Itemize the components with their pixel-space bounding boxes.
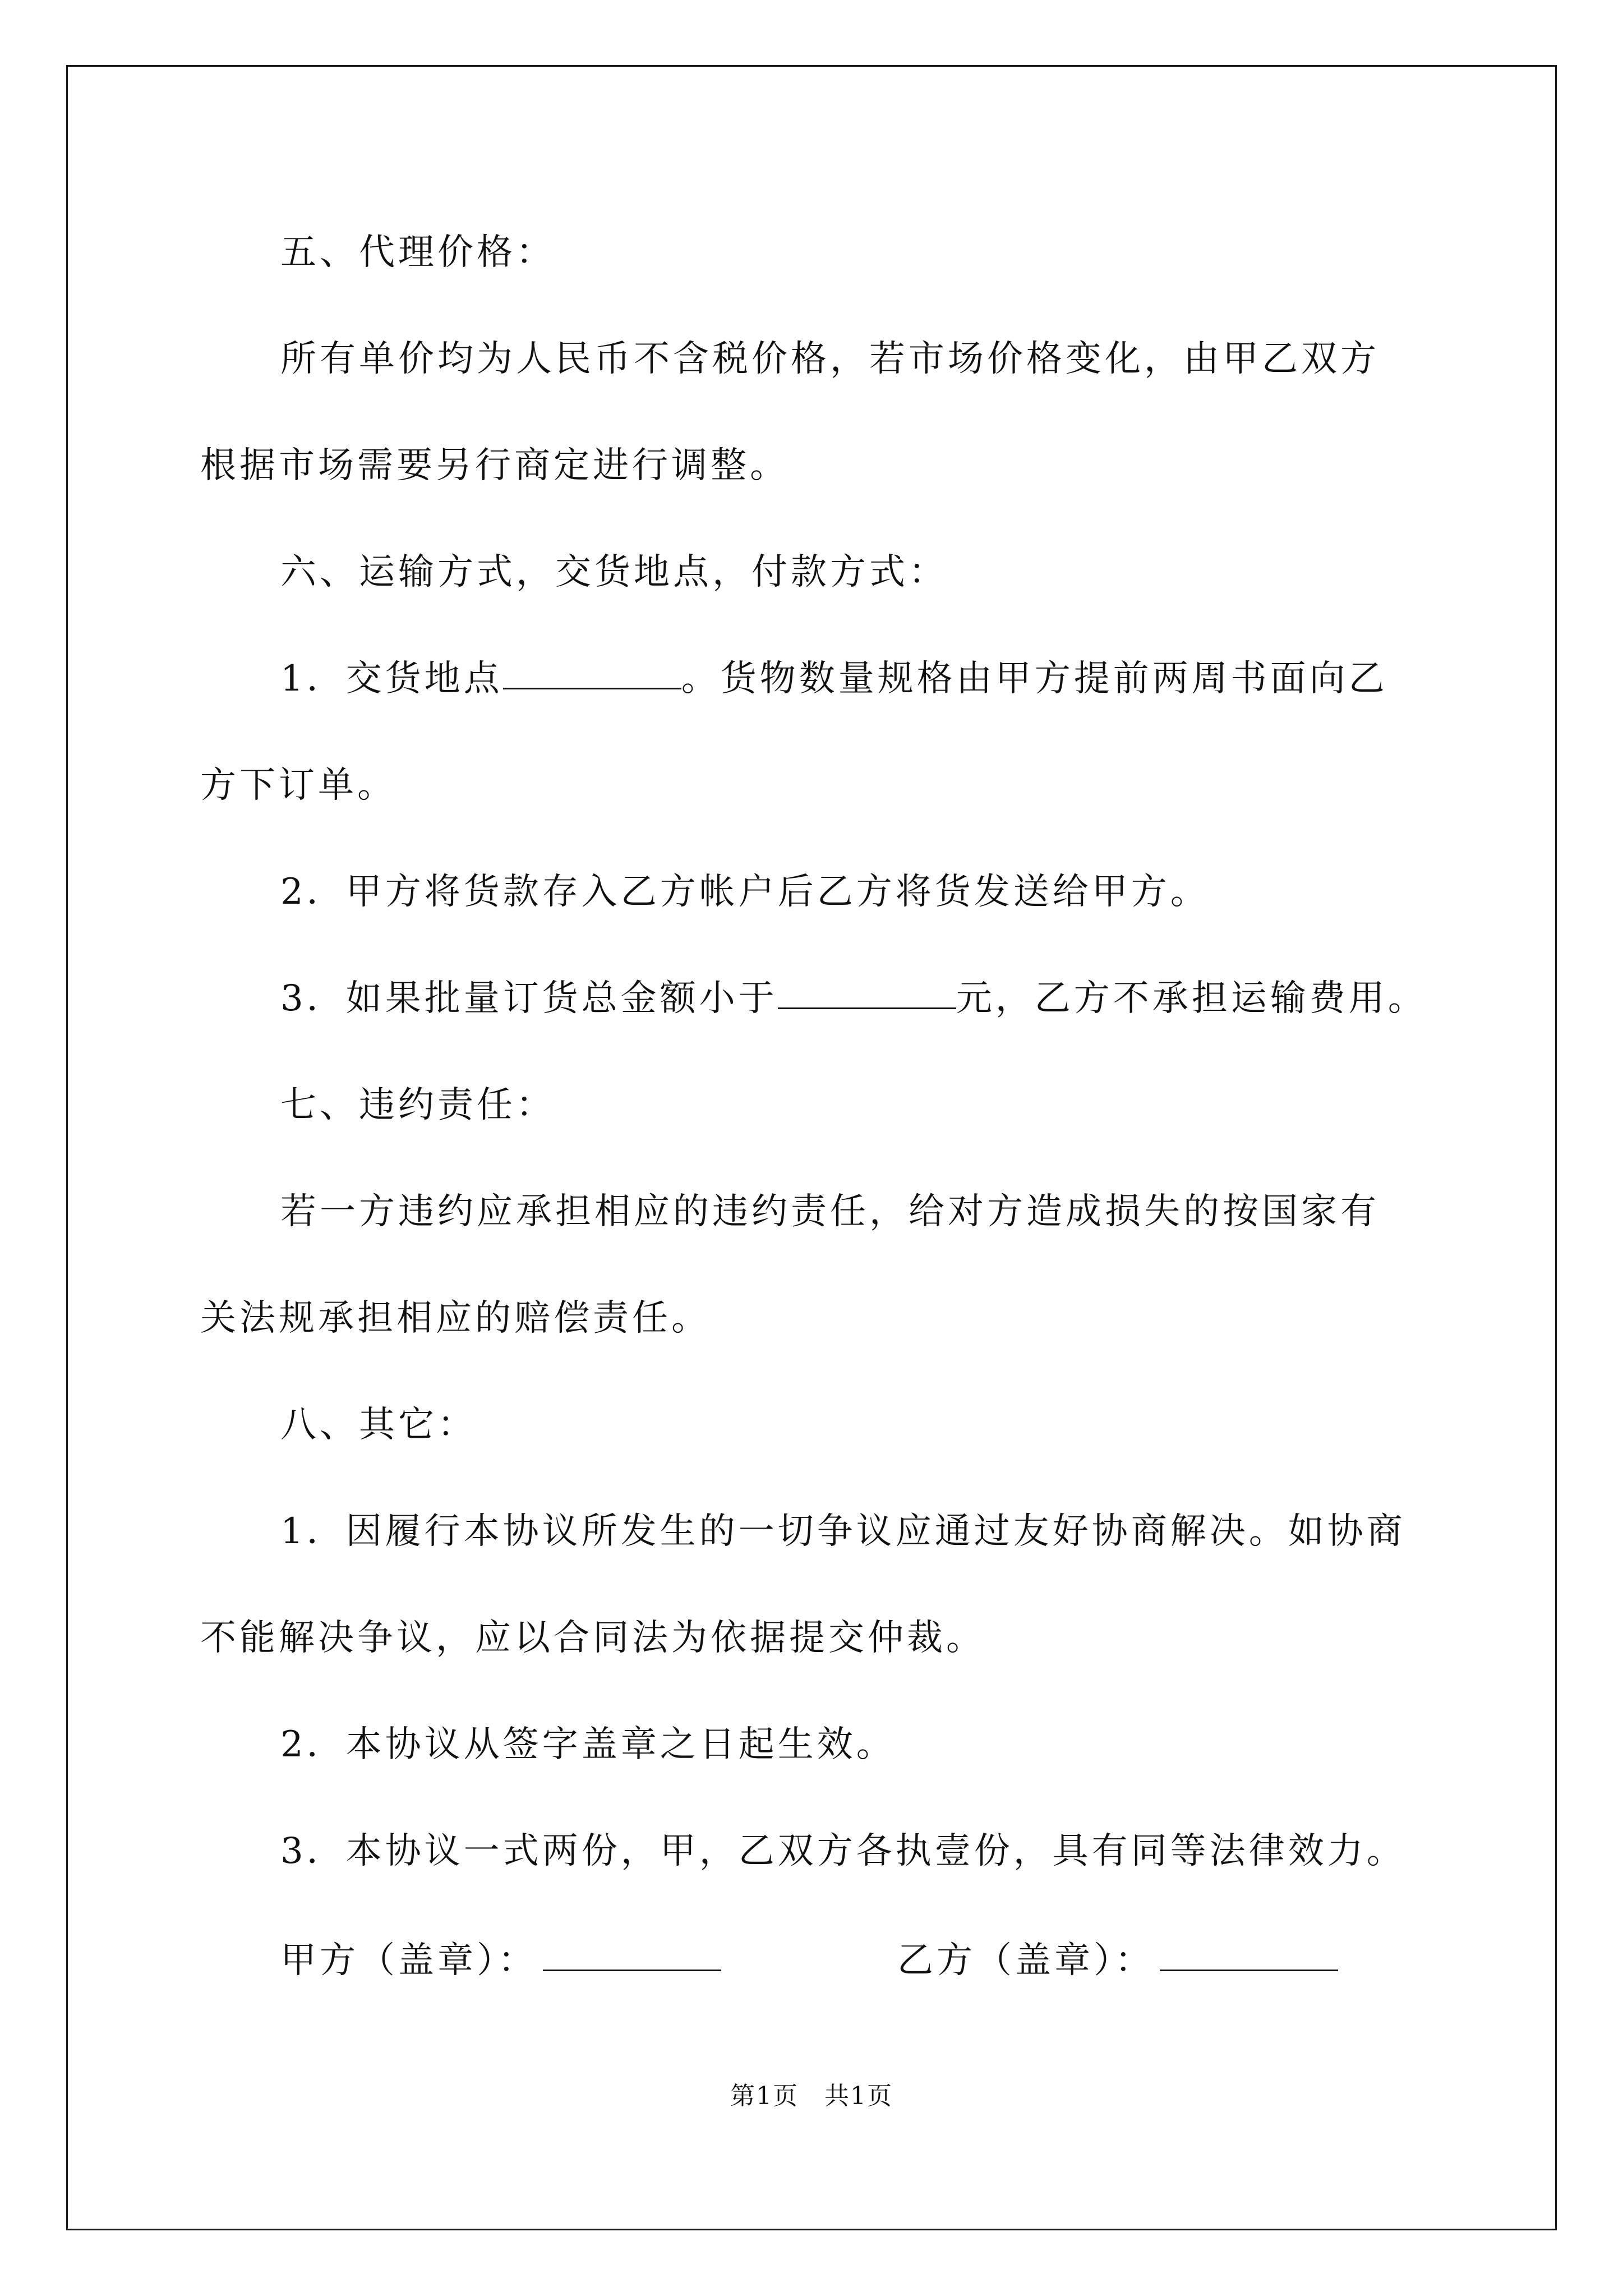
party-a-label: 甲方（盖章）： (280, 1940, 537, 1981)
section8-item2: 2．本协议从签字盖章之日起生效。 (280, 1724, 896, 1765)
party-a-signature (280, 1907, 721, 2014)
section8-item1-line2: 不能解决争议，应以合同法为依据提交仲裁。 (200, 1617, 985, 1659)
party-b-signature (897, 1907, 1338, 2014)
section6-item1-text-a: 1．交货地点 (280, 658, 503, 700)
party-b-label: 乙方（盖章）： (897, 1940, 1154, 1981)
section8-item1-line1: 1．因履行本协议所发生的一切争议应通过友好协商解决。如协商 (280, 1511, 1406, 1552)
amount-blank (778, 975, 956, 1009)
section7-paragraph-line2: 关法规承担相应的赔偿责任。 (200, 1297, 711, 1339)
section6-item1-line1 (280, 625, 1514, 732)
section7-heading: 七、违约责任： (280, 1084, 555, 1126)
section6-heading: 六、运输方式，交货地点，付款方式： (280, 551, 948, 593)
section5-paragraph-line2: 根据市场需要另行商定进行调整。 (200, 445, 789, 486)
section6-item3-text-b: 元，乙方不承担运输费用。 (956, 978, 1427, 1019)
section5-paragraph-line1: 所有单价均为人民币不含税价格，若市场价格变化，由甲乙双方 (280, 338, 1380, 380)
section7-paragraph-line1: 若一方违约应承担相应的违约责任，给对方造成损失的按国家有 (280, 1191, 1380, 1232)
section6-item3-text-a: 3．如果批量订货总金额小于 (280, 978, 778, 1019)
section8-item3: 3．本协议一式两份，甲，乙双方各执壹份，具有同等法律效力。 (280, 1830, 1406, 1872)
party-a-signature-blank (543, 1937, 721, 1971)
section8-heading: 八、其它： (280, 1404, 477, 1446)
section6-item1-text-b: 。货物数量规格由甲方提前两周书面向乙 (681, 658, 1388, 700)
section6-item3 (280, 945, 1514, 1052)
party-b-signature-blank (1160, 1937, 1338, 1971)
page-number: 第1页 共1页 (730, 2082, 893, 2110)
section5-heading: 五、代理价格： (280, 232, 555, 273)
section6-item1-line2: 方下订单。 (200, 765, 396, 806)
section6-item2: 2．甲方将货款存入乙方帐户后乙方将货发送给甲方。 (280, 871, 1210, 913)
delivery-place-blank (503, 655, 681, 689)
